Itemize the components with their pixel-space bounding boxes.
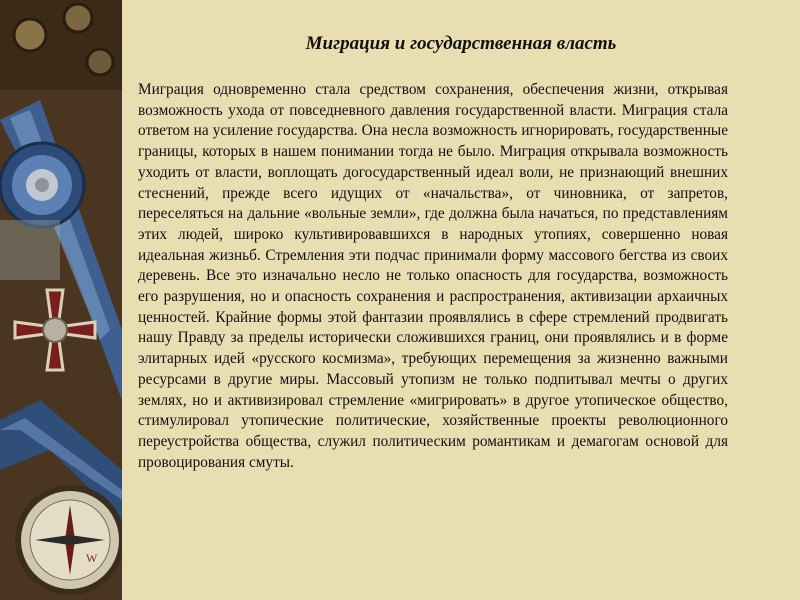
slide-content xyxy=(122,0,800,600)
decorative-side-image xyxy=(0,0,122,600)
page-title: Миграция и государственная власть xyxy=(305,33,617,54)
compass-letter: W xyxy=(86,551,98,565)
medals-compass-illustration xyxy=(0,0,122,600)
body-paragraph: Миграция одновременно стала средством сохранения, обеспечения жизни, открывая возможность ухода от повседневного давления государственной власти. Миграция стала ответом на усиление государства. Она несла возможность игнорировать, государственные границы, которых в нашем понимании тогда не было. Миграция открывала возможность уходить от власти, воплощать догосударственный идеал воли, не признающий внешних стеснений, прежде всего идущих от «начальства», от чиновника, от запретов, переселяться на дальние «вольные земли», где должна была начаться, по представлениям этих людей, широко культивировавшихся в народных утопиях, совершенно новая идеальная жизньб. Стремления эти подчас принимали форму массового бегства из своих деревень. Все это изначально несло не только опасность для государства, возможность его разрушения, но и опасность сохранения и распространения, активизации архаичных ценностей. Крайние формы этой фантазии проявлялись в сфере стремлений продвигать нашу Правду за пределы исторически сложившихся границ, они проявлялись и в форме элитарных идей «русского космизма», требующих перемещения за жизненно важными ресурсами в другие миры. Массовый утопизм не только подпитывал мечты о других землях, но и активизировал стремление «мигрировать» в другое утопическое общество, стимулировал утопические политические, хозяйственные проекты революционного переустройства общества, служил политическим романтикам и демагогам основой для провоцирования смуты. xyxy=(138,81,728,471)
